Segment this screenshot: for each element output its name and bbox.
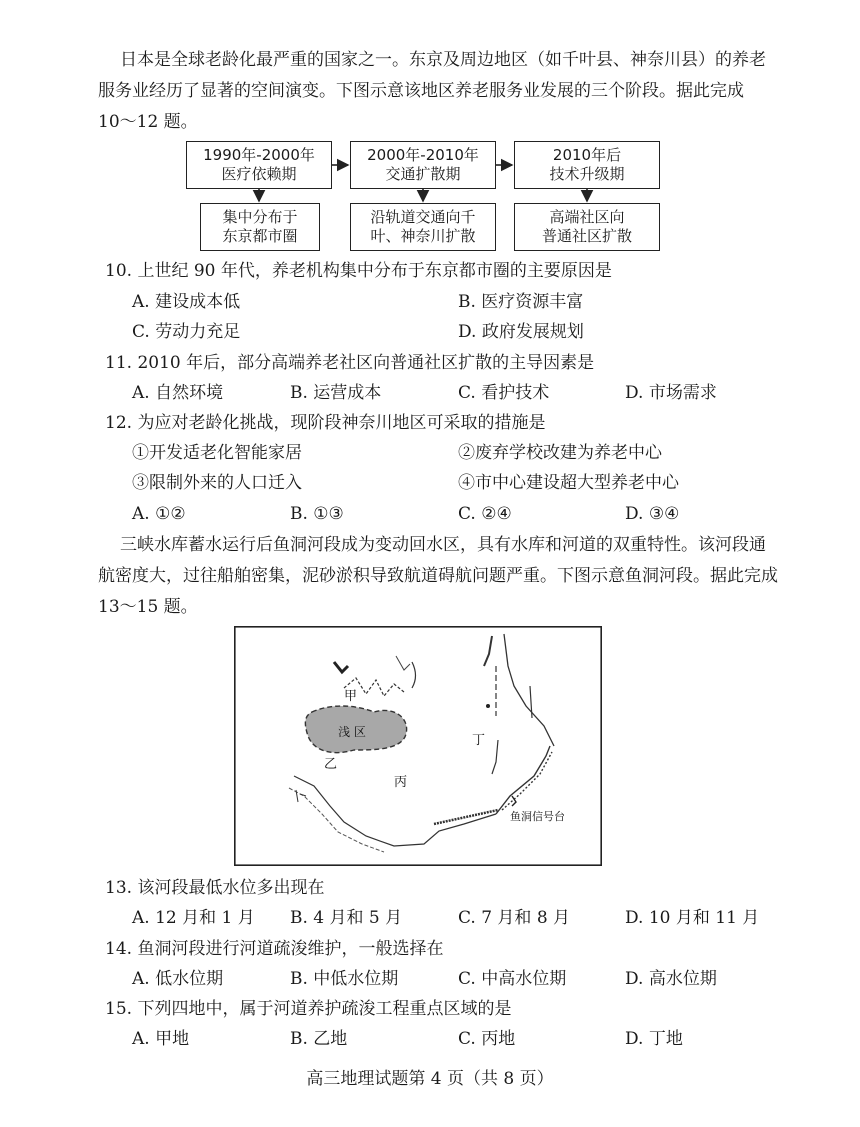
q12-option-c: C. ②④ [458, 504, 512, 524]
q11-stem: 11. 2010 年后，部分高端养老社区向普通社区扩散的主导因素是 [105, 353, 595, 373]
result3-line2: 普通社区扩散 [541, 227, 632, 245]
result1-line1: 集中分布于 [222, 208, 298, 226]
q11-option-c: C. 看护技术 [458, 383, 550, 403]
flowchart-arrows [0, 0, 860, 260]
intro2-line2: 航密度大，过往船舶密集，泥砂淤积导致航道碍航问题严重。下图示意鱼洞河段。据此完成 [98, 566, 778, 586]
page-footer: 高三地理试题第 4 页（共 8 页） [306, 1069, 554, 1089]
q15-option-d: D. 丁地 [625, 1029, 683, 1049]
buoy-marker [486, 704, 490, 708]
stage3-label: 技术升级期 [549, 165, 625, 183]
q10-option-b: B. 医疗资源丰富 [458, 292, 584, 312]
shoal-label: 浅 区 [338, 725, 366, 739]
stage2-period: 2000年-2010年 [367, 146, 479, 164]
q13-option-d: D. 10 月和 11 月 [625, 908, 760, 928]
q14-stem: 14. 鱼洞河段进行河道疏浚维护，一般选择在 [105, 939, 444, 959]
q12-option-b: B. ①③ [290, 504, 344, 524]
q15-stem: 15. 下列四地中，属于河道养护疏浚工程重点区域的是 [105, 999, 512, 1019]
q10-option-d: D. 政府发展规划 [458, 322, 584, 342]
yudong-river-map [234, 626, 602, 866]
q15-option-a: A. 甲地 [132, 1029, 190, 1049]
q13-stem: 13. 该河段最低水位多出现在 [105, 878, 325, 898]
intro1-line1: 日本是全球老龄化最严重的国家之一。东京及周边地区（如千叶县、神奈川县）的养老 [120, 50, 766, 70]
stage1-label: 医疗依赖期 [221, 165, 297, 183]
q14-option-d: D. 高水位期 [625, 969, 717, 989]
q10-stem: 10. 上世纪 90 年代，养老机构集中分布于东京都市圈的主要原因是 [105, 261, 612, 281]
result1-line2: 东京都市圈 [222, 227, 298, 245]
label-ding: 丁 [472, 733, 486, 748]
q12-stem: 12. 为应对老龄化挑战，现阶段神奈川地区可采取的措施是 [105, 413, 546, 433]
q12-option-a: A. ①② [132, 504, 186, 524]
q12-statement-3: ③限制外来的人口迁入 [132, 473, 302, 493]
q10-option-a: A. 建设成本低 [132, 292, 241, 312]
q13-option-c: C. 7 月和 8 月 [458, 908, 571, 928]
label-bing: 丙 [394, 775, 408, 790]
q14-option-c: C. 中高水位期 [458, 969, 567, 989]
result2-line1: 沿轨道交通向千 [370, 208, 476, 226]
q11-option-d: D. 市场需求 [625, 383, 717, 403]
q13-option-b: B. 4 月和 5 月 [290, 908, 403, 928]
q12-option-d: D. ③④ [625, 504, 680, 524]
q10-option-c: C. 劳动力充足 [132, 322, 241, 342]
intro1-line3: 10～12 题。 [98, 112, 198, 132]
q15-option-b: B. 乙地 [290, 1029, 348, 1049]
q12-statement-4: ④市中心建设超大型养老中心 [458, 473, 679, 493]
intro2-line1: 三峡水库蓄水运行后鱼洞河段成为变动回水区，具有水库和河道的双重特性。该河段通 [120, 535, 766, 555]
q12-statement-1: ①开发适老化智能家居 [132, 443, 302, 463]
q14-option-b: B. 中低水位期 [290, 969, 399, 989]
q14-option-a: A. 低水位期 [132, 969, 224, 989]
q12-statement-2: ②废弃学校改建为养老中心 [458, 443, 662, 463]
q11-option-b: B. 运营成本 [290, 383, 382, 403]
result2-line2: 叶、神奈川扩散 [370, 227, 476, 245]
label-jia: 甲 [344, 689, 358, 704]
q13-option-a: A. 12 月和 1 月 [132, 908, 255, 928]
result3-line1: 高端社区向 [549, 208, 625, 226]
q15-option-c: C. 丙地 [458, 1029, 516, 1049]
map-frame [235, 627, 601, 865]
q11-option-a: A. 自然环境 [132, 383, 224, 403]
label-yi: 乙 [324, 757, 338, 772]
signal-station-label: 鱼洞信号台 [510, 810, 565, 823]
stage1-period: 1990年-2000年 [203, 146, 315, 164]
stage3-period: 2010年后 [552, 146, 622, 164]
stage2-label: 交通扩散期 [385, 165, 461, 183]
intro2-line3: 13～15 题。 [98, 597, 198, 617]
intro1-line2: 服务业经历了显著的空间演变。下图示意该地区养老服务业发展的三个阶段。据此完成 [98, 81, 744, 101]
